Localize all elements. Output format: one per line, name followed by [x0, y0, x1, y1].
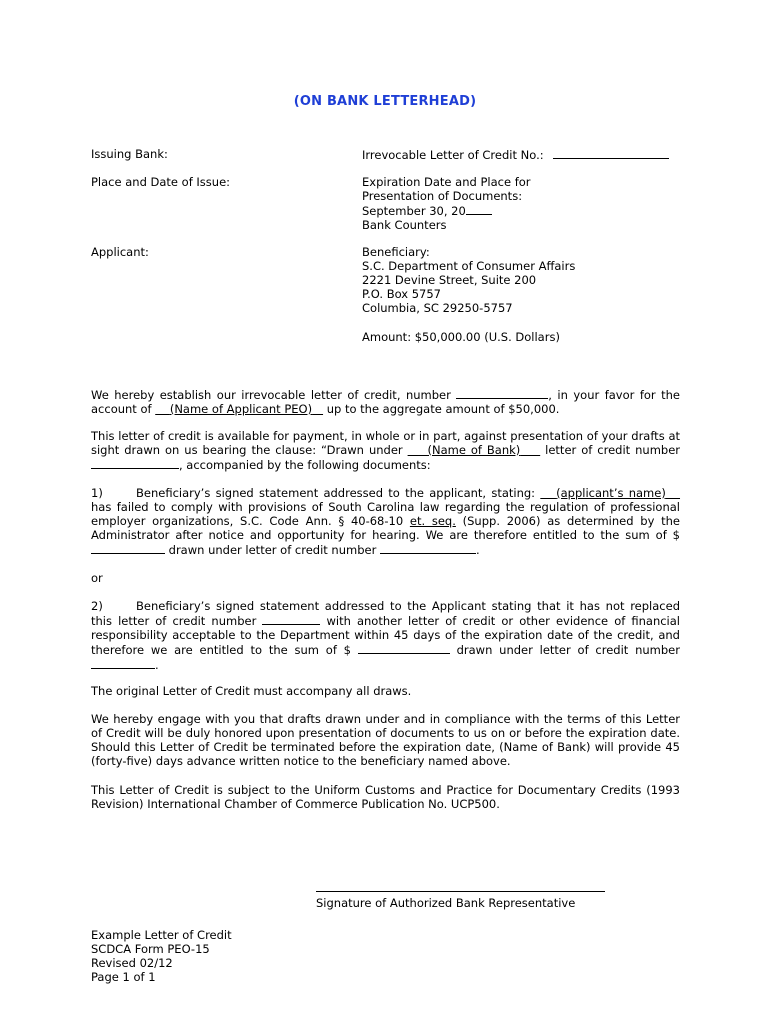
- paragraph-original: The original Letter of Credit must accompany all draws.: [91, 684, 412, 698]
- paragraph-establish: We hereby establish our irrevocable letter of credit, number , in your favor for the account of (Name of Applicant PEO) up to the aggregate amount of $50,000.: [91, 388, 680, 416]
- sum-blank-2: [358, 642, 450, 654]
- replaced-loc-blank: [262, 613, 320, 625]
- beneficiary-label: Beneficiary:: [362, 245, 430, 259]
- issuing-bank-label: Issuing Bank:: [91, 147, 168, 161]
- expiration-place: Bank Counters: [362, 218, 447, 232]
- beneficiary-street: 2221 Devine Street, Suite 200: [362, 273, 537, 287]
- footer-line-2: SCDCA Form PEO-15: [91, 942, 210, 956]
- footer-line-1: Example Letter of Credit: [91, 928, 232, 942]
- bank-name: (Name of Bank): [427, 443, 521, 457]
- year-blank: [466, 203, 492, 215]
- or-text: or: [91, 571, 103, 585]
- expiration-line-1: Expiration Date and Place for: [362, 175, 531, 189]
- expiration-block: [362, 175, 531, 232]
- loc-number-field: [362, 147, 669, 162]
- footer-line-3: Revised 02/12: [91, 956, 173, 970]
- loc-number-label: Irrevocable Letter of Credit No.:: [362, 148, 544, 162]
- draw-loc-blank-2: [91, 657, 155, 669]
- place-date-label: Place and Date of Issue:: [91, 175, 231, 189]
- sum-blank: [91, 542, 165, 554]
- amount: Amount: $50,000.00 (U.S. Dollars): [362, 330, 560, 344]
- page-title: (ON BANK LETTERHEAD): [293, 94, 477, 109]
- et-seq: et. seq.: [409, 514, 456, 528]
- expiration-line-2: Presentation of Documents:: [362, 189, 523, 203]
- footer-line-4: Page 1 of 1: [91, 970, 156, 984]
- item-1: 1) Beneficiary’s signed statement addressed to the applicant, stating: (applicant’s name) has failed to comply with provisions of South Carolina law regarding the regulation of professional employer organizations, S.C. Code Ann. § 40-68-10 et. seq. (Supp. 2006) as determined by the Administrator after notice and opportunity for hearing. We are therefore entitled to the sum of $ drawn under letter of credit number .: [91, 486, 680, 557]
- credit-number-blank: [456, 387, 548, 399]
- applicant-label: Applicant:: [91, 245, 149, 259]
- paragraph-ucp: This Letter of Credit is subject to the Uniform Customs and Practice for Documentary Credits (1993 Revision) International Chamber of Commerce Publication No. UCP500.: [91, 783, 680, 811]
- beneficiary-pobox: P.O. Box 5757: [362, 287, 441, 301]
- signature-label: Signature of Authorized Bank Representative: [316, 896, 576, 910]
- paragraph-engagement: We hereby engage with you that drafts drawn under and in compliance with the terms of this Letter of Credit will be duly honored upon presentation of documents to us on or before the expiration date. Should this Letter of Credit be terminated before the expiration date, (Name of Bank) will provide 45 (forty-five) days advance written notice to the beneficiary named above.: [91, 712, 680, 768]
- footer: [91, 928, 232, 984]
- paragraph-availability: This letter of credit is available for payment, in whole or in part, against presentation of your drafts at sight drawn on us bearing the clause: “Drawn under (Name of Bank) letter of credit number , accompanied by the following documents:: [91, 429, 681, 472]
- loc-number-blank: [553, 147, 669, 159]
- beneficiary-city: Columbia, SC 29250-5757: [362, 301, 513, 315]
- expiration-date: September 30, 20: [362, 203, 531, 218]
- signature-line: [316, 891, 605, 892]
- beneficiary-name: S.C. Department of Consumer Affairs: [362, 259, 576, 273]
- draw-loc-blank: [380, 542, 476, 554]
- item-2: 2) Beneficiary’s signed statement addressed to the Applicant stating that it has not replaced this letter of credit number with another letter of credit or other evidence of financial responsibility acceptable to the Department within 45 days of the expiration date of the credit, and therefore we are entitled to the sum of $ drawn under letter of credit number .: [91, 599, 680, 672]
- loc-number-blank-2: [91, 457, 179, 469]
- applicant-peo-name: (Name of Applicant PEO): [169, 402, 313, 416]
- applicant-name: (applicant’s name): [556, 486, 666, 500]
- beneficiary-block: [362, 245, 575, 315]
